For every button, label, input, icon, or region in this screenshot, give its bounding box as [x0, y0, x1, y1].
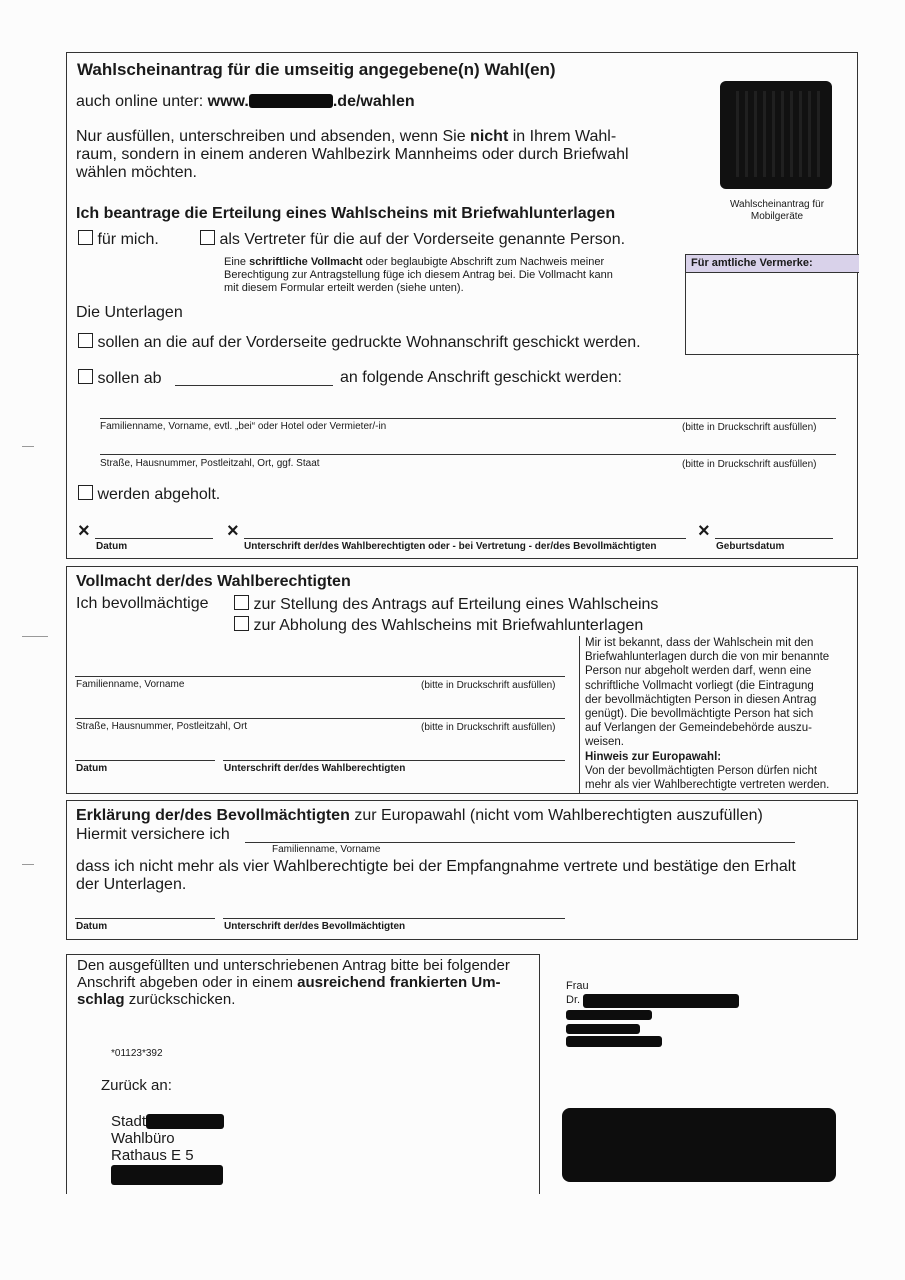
notice-line: Mir ist bekannt, dass der Wahlschein mit den: [585, 637, 814, 649]
proxy-block-letters-1: (bitte in Druckschrift ausfüllen): [421, 680, 556, 691]
option-send-address[interactable]: sollen ab: [78, 369, 162, 388]
declaration-name-label: Familienname, Vorname: [272, 844, 381, 855]
recipient-salutation: Frau: [566, 980, 589, 992]
declaration-text: dass ich nicht mehr als vier Wahlberechtigte bei der Empfangnahme vertrete und bestätige den Erhalt der Unterlagen.: [76, 858, 796, 893]
checkbox-representative[interactable]: [200, 230, 215, 245]
option-proxy-application[interactable]: zur Stellung des Antrags auf Erteilung eines Wahlscheins: [234, 595, 658, 614]
declaration-section: [66, 800, 858, 940]
intro-paragraph: Nur ausfüllen, unterschreiben und absenden, wenn Sie nicht in Ihrem Wahl- raum, sondern in einem anderen Wahlbezirk Mannheims oder durch Briefwahl wählen möchten.: [76, 128, 629, 181]
notice-line: der bevollmächtigten Person in diesen Antrag: [585, 693, 817, 706]
return-section: [66, 954, 540, 1194]
birthdate-label: Geburtsdatum: [716, 541, 785, 552]
notice-line: genügt). Die bevollmächtigte Person hat sich: [585, 708, 814, 721]
signature-label: Unterschrift der/des Wahlberechtigten oder - bei Vertretung - der/des Bevollmächtigten: [244, 541, 657, 552]
qr-code: [720, 81, 832, 189]
fold-mark: [22, 864, 34, 865]
proxy-name-field[interactable]: [75, 676, 565, 677]
redacted-domain: [249, 94, 333, 108]
x-mark-date: ×: [78, 520, 90, 542]
return-address: Stadt Wahlbüro Rathaus E 5: [111, 1113, 224, 1164]
birthdate-field[interactable]: [715, 538, 833, 539]
name-field[interactable]: [100, 418, 836, 419]
proxy-section: [66, 566, 858, 794]
declaration-signature-field[interactable]: [223, 918, 565, 919]
documents-label: Die Unterlagen: [76, 304, 183, 321]
redacted-recipient-line-3: [566, 1024, 640, 1034]
redacted-recipient-line-2: [566, 1010, 652, 1020]
option-pickup[interactable]: werden abgeholt.: [78, 485, 220, 504]
proxy-signature-field[interactable]: [223, 760, 565, 761]
proxy-name-label: Familienname, Vorname: [76, 679, 185, 690]
return-instruction: Den ausgefüllten und unterschriebenen Antrag bitte bei folgender Anschrift abgeben oder in einem ausreichend frankierten Um- schlag zurückschicken.: [77, 957, 510, 1008]
qr-caption: Wahlscheinantrag für Mobilgeräte: [729, 199, 825, 222]
name-field-label: Familienname, Vorname, evtl. „bei“ oder Hotel oder Vermieter/-in: [100, 421, 387, 432]
option-representative[interactable]: als Vertreter für die auf der Vorderseite genannte Person.: [200, 230, 625, 249]
barcode-code: *01123*392: [111, 1048, 163, 1059]
request-heading: Ich beantrage die Erteilung eines Wahlscheins mit Briefwahlunterlagen: [76, 205, 616, 222]
checkbox-send-address[interactable]: [78, 369, 93, 384]
assure-label: Hiermit versichere ich: [76, 826, 230, 843]
redacted-recipient-name: [583, 994, 739, 1008]
checkbox-proxy-application[interactable]: [234, 595, 249, 610]
redacted-barcode-block: [562, 1108, 836, 1182]
declaration-title: Erklärung der/des Bevollmächtigten zur Europawahl (nicht vom Wahlberechtigten auszufüllen): [76, 807, 763, 824]
block-letters-hint-2: (bitte in Druckschrift ausfüllen): [682, 459, 817, 470]
option-proxy-pickup[interactable]: zur Abholung des Wahlscheins mit Briefwahlunterlagen: [234, 616, 643, 635]
europe-line: Von der bevollmächtigten Person dürfen nicht: [585, 764, 818, 777]
notice-line: weisen.: [585, 736, 624, 749]
proxy-notice: [579, 636, 855, 794]
fold-mark: [22, 636, 48, 637]
declaration-date-field[interactable]: [75, 918, 215, 919]
street-field[interactable]: [100, 454, 836, 455]
notice-line: Person nur abgeholt werden darf, wenn eine: [585, 665, 812, 678]
official-notes-box: [685, 254, 859, 355]
x-mark-birthdate: ×: [698, 520, 710, 542]
notice-line: Briefwahlunterlagen durch die von mir benannte: [585, 651, 830, 664]
street-field-label: Straße, Hausnummer, Postleitzahl, Ort, ggf. Staat: [100, 458, 320, 469]
europe-heading: Hinweis zur Europawahl:: [585, 750, 722, 763]
proxy-street-field[interactable]: [75, 718, 565, 719]
europe-line: mehr als vier Wahlberechtigte vertreten werden.: [585, 779, 830, 792]
signature-field[interactable]: [244, 538, 686, 539]
official-notes-header: Für amtliche Vermerke:: [686, 255, 859, 273]
checkbox-send-home[interactable]: [78, 333, 93, 348]
notice-line: schriftliche Vollmacht vorliegt (die Eintragung: [585, 679, 814, 692]
proxy-date-label: Datum: [76, 763, 108, 774]
checkbox-self[interactable]: [78, 230, 93, 245]
proxy-date-field[interactable]: [75, 760, 215, 761]
proxy-note: Eine schriftliche Vollmacht oder beglaubigte Abschrift zum Nachweis meiner Berechtigung zur Antragstellung füge ich diesem Antrag bei. Die Vollmacht kann mit diesem Formular erteilt werden (siehe unten).: [224, 256, 613, 294]
block-letters-hint-1: (bitte in Druckschrift ausfüllen): [682, 422, 817, 433]
send-from-date-field[interactable]: [175, 385, 333, 386]
application-section: [66, 52, 858, 559]
return-to-label: Zurück an:: [101, 1077, 172, 1094]
authorize-label: Ich bevollmächtige: [76, 595, 209, 612]
date-field[interactable]: [95, 538, 213, 539]
recipient-title: Dr.: [566, 994, 581, 1006]
option-self[interactable]: für mich.: [78, 230, 159, 249]
redacted-recipient-line-4: [566, 1036, 662, 1047]
redacted-city: [146, 1114, 224, 1129]
proxy-street-label: Straße, Hausnummer, Postleitzahl, Ort: [76, 721, 248, 732]
declaration-name-field[interactable]: [245, 842, 795, 843]
fold-mark: [22, 446, 34, 447]
qr-code-texture: [730, 91, 820, 177]
notice-line: auf Verlangen der Gemeindebehörde auszu-: [585, 722, 812, 735]
proxy-title: Vollmacht der/des Wahlberechtigten: [76, 573, 351, 590]
proxy-block-letters-2: (bitte in Druckschrift ausfüllen): [421, 722, 556, 733]
send-to-address-label: an folgende Anschrift geschickt werden:: [340, 369, 622, 386]
proxy-signature-label: Unterschrift der/des Wahlberechtigten: [224, 763, 406, 774]
checkbox-pickup[interactable]: [78, 485, 93, 500]
online-hint: auch online unter: www. .de/wahlen: [76, 93, 415, 110]
application-title: Wahlscheinantrag für die umseitig angegebene(n) Wahl(en): [77, 60, 556, 79]
declaration-date-label: Datum: [76, 921, 108, 932]
x-mark-signature: ×: [227, 520, 239, 542]
option-send-home[interactable]: sollen an die auf der Vorderseite gedruckte Wohnanschrift geschickt werden.: [78, 333, 641, 352]
declaration-signature-label: Unterschrift der/des Bevollmächtigten: [224, 921, 406, 932]
checkbox-proxy-pickup[interactable]: [234, 616, 249, 631]
date-label: Datum: [96, 541, 128, 552]
redacted-postcode: [111, 1165, 223, 1185]
